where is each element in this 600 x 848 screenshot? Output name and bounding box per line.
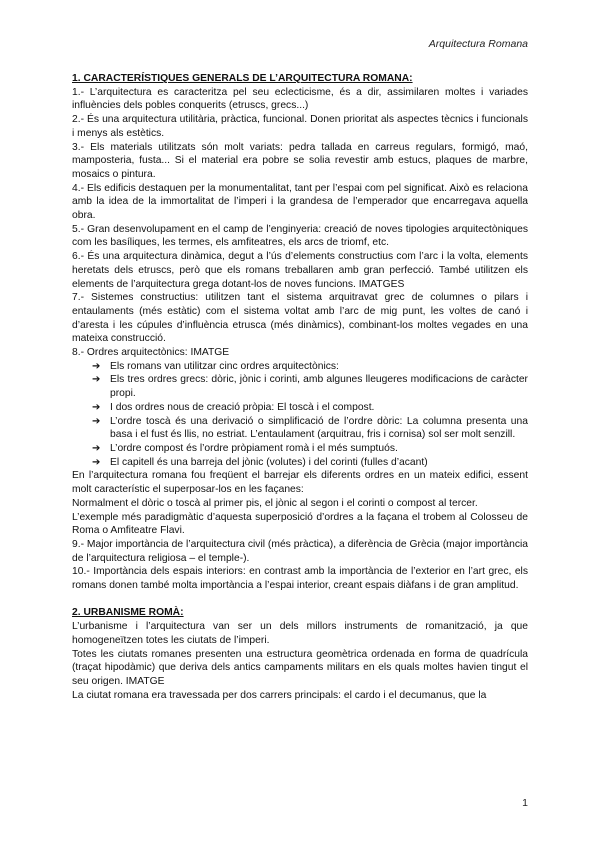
paragraph: L’urbanisme i l’arquitectura van ser un dels millors instruments de romanització, ja que homogeneïtzen totes les ciutats de l’imperi. xyxy=(72,621,528,646)
list-item: ➔ L’ordre compost és l’ordre pròpiament romà i el més sumptuós. xyxy=(92,442,398,454)
list-item: ➔ Els tres ordres grecs: dòric, jònic i corinti, amb algunes lleugeres modificacions de caràcter propi. xyxy=(92,374,528,400)
paragraph: 9.- Major importància de l’arquitectura civil (més pràctica), a diferència de Grècia (major importància de l’arquitectura religiosa – el temple-). xyxy=(72,538,528,564)
paragraph: 3.- Els materials utilitzats són molt variats: pedra tallada en carreus regulars, formigó, maó, mamposteria, fusta... Si el material era pobre se solia revestir amb estucs, plaques de marbre, mosaics o pintura. xyxy=(72,141,528,180)
paragraph: En l’arquitectura romana fou freqüent el barrejar els diferents ordres en un mateix edifici, essent molt característic el superposar-los en les façanes: xyxy=(72,470,528,496)
section-title-2: 2. URBANISME ROMÀ: xyxy=(72,607,184,619)
section-title-1: 1. CARACTERÍSTIQUES GENERALS DE L’ARQUITECTURA ROMANA: xyxy=(72,73,413,84)
paragraph: 10.- Importància dels espais interiors: en contrast amb la importància de l’exterior en l’art grec, els romans donen també molta importància a l’espai interior, creant espais diàfans i de gran amplitud. xyxy=(72,566,528,592)
paragraph: L’exemple més paradigmàtic d’aquesta superposició d’ordres a la façana el trobem al Colosseu de Roma o Amfiteatre Flavi. xyxy=(72,511,528,537)
list-item: ➔ I dos ordres nous de creació pròpia: El toscà i el compost. xyxy=(92,401,375,413)
paragraph: Totes les ciutats romanes presenten una estructura geomètrica ordenada en forma de quadrícula (traçat hipodàmic) que deriva dels antics campaments militars en els quals moltes havien tingut el seu origen. IMATGE xyxy=(72,648,528,687)
page-number: 1 xyxy=(522,797,528,809)
paragraph: La ciutat romana era travessada per dos carrers principals: el cardo i el decumanus, que la xyxy=(72,689,487,701)
running-header: Arquitectura Romana xyxy=(428,38,528,50)
paragraph: 4.- Els edificis destaquen per la monumentalitat, tant per l’espai com pel significat. Això es relaciona amb la idea de la immortalitat de l’imperi i la grandesa de l’emperador que encarregava aquella obra. xyxy=(72,182,528,222)
arrow-right-icon: ➔ xyxy=(92,415,101,427)
paragraph: Normalment el dòric o toscà al primer pis, el jònic al segon i el corinti o compost al tercer. xyxy=(72,497,478,509)
paragraph: 6.- És una arquitectura dinàmica, degut a l’ús d’elements constructius com l’arc i la volta, elements heretats dels etruscs, però que els romans treballaren amb gran perfecció. També utilitzen els elements de l’arquitectura grega dotant-los de noves funcions. IMATGES xyxy=(72,251,528,290)
list-item: ➔ El capitell és una barreja del jònic (volutes) i del corinti (fulles d’acant) xyxy=(92,456,428,468)
paragraph: 5.- Gran desenvolupament en el camp de l’enginyeria: creació de noves tipologies arquitectòniques com les basíliques, les termes, els amfiteatres, els arcs de triomf, etc. xyxy=(72,223,528,249)
spacer xyxy=(72,593,528,607)
paragraph: 7.- Sistemes constructius: utilitzen tant el sistema arquitravat grec de columnes o pilars i entaulaments (més estàtic) com el sistema voltat amb l’arc de mig punt, les voltes de canó i d’aresta i les cúpules d’influència etrusca (més dinàmics), combinant-los moltes vegades en una mateixa construcció. xyxy=(72,292,528,345)
paragraph: 2.- És una arquitectura utilitària, pràctica, funcional. Donen prioritat als aspectes tècnics i funcionals i menys als estètics. xyxy=(72,114,528,139)
arrow-right-icon: ➔ xyxy=(92,401,101,413)
arrow-right-icon: ➔ xyxy=(92,360,101,372)
arrow-right-icon: ➔ xyxy=(92,456,101,468)
arrow-right-icon: ➔ xyxy=(92,374,101,386)
list-item: ➔ L’ordre toscà és una derivació o simplificació de l’ordre dòric: La columna presenta una basa i el fust és llis, no estriat. L’entaulament (arquitrau, fris i cornisa) sol ser molt senzill. xyxy=(92,415,528,441)
orders-bullet-list xyxy=(72,360,528,470)
list-item: ➔ Els romans van utilitzar cinc ordres arquitectònics: xyxy=(92,360,339,372)
document-body xyxy=(72,72,528,702)
paragraph: 1.- L’arquitectura es caracteritza pel seu eclecticisme, és a dir, assimilaren moltes i variades influències dels pobles conquerits (etruscs, grecs...) xyxy=(72,86,528,112)
paragraph: 8.- Ordres arquitectònics: IMATGE xyxy=(72,347,230,359)
arrow-right-icon: ➔ xyxy=(92,442,101,454)
